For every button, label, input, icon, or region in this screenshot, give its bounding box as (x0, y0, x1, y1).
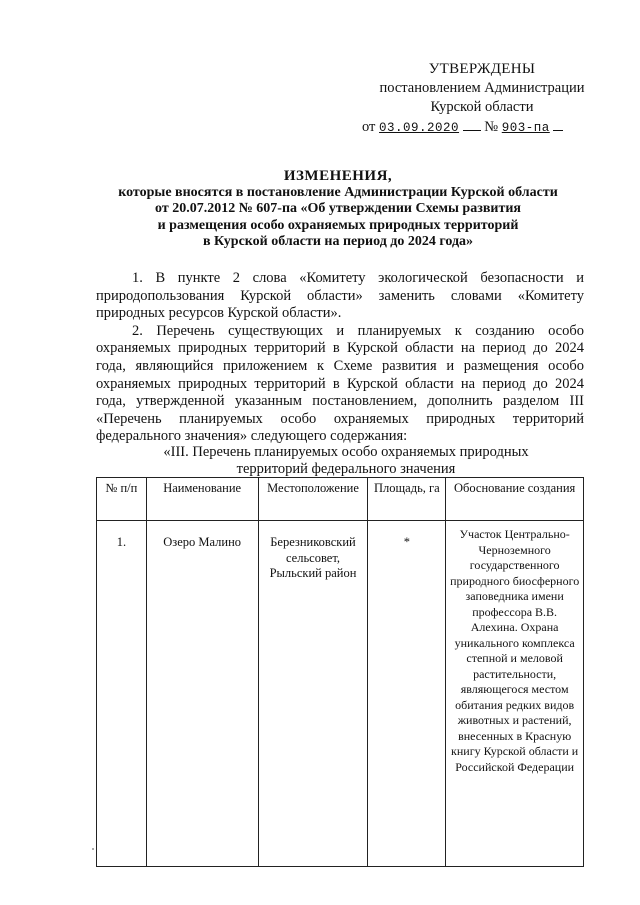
approval-line-1: постановлением Администрации (379, 80, 585, 96)
body-text (96, 270, 584, 446)
document-heading (98, 168, 578, 251)
paragraph-2: 2. Перечень существующих и планируемых к созданию особо охраняемых природных территорий в Курской области на период до 2024 года, являющийся приложением к Схеме развития и размещения особо охраняемых природных территорий в Курской области на период до 2024 года, утвержденной указанным постановлением, дополнить разделом III «Перечень планируемых особо охраняемых природных территорий федерального значения» следующего содержания: (96, 322, 584, 445)
approval-line-2: Курской области (430, 99, 534, 115)
paragraph-1: 1. В пункте 2 слова «Комитету экологической безопасности и природопользования Курской области» заменить словами «Комитету природных ресурсов Курской области». (96, 270, 584, 322)
date-underline (463, 117, 481, 131)
territories-table (96, 477, 584, 867)
header-name: Наименование (146, 478, 258, 521)
table-caption (136, 444, 556, 477)
cell-justification: Участок Центрально-Черноземного государственного природного биосферного заповедника имени профессора В.В. Алехина. Охрана уникального комплекса степной и меловой растительности, являющегося местом обитания редких видов животных и растений, внесенных в Красную книгу Курской области и Российской Федерации (446, 521, 584, 867)
cell-name: Озеро Малино (146, 521, 258, 867)
table-row (97, 521, 584, 867)
approval-date: 03.09.2020 (379, 121, 460, 135)
approval-title: УТВЕРЖДЕНЫ (428, 61, 536, 77)
approval-number: 903-па (501, 121, 550, 135)
cell-area: * (368, 521, 446, 867)
approval-date-line (362, 117, 602, 138)
table-caption-line-2: территорий федерального значения (236, 460, 456, 477)
header-justification: Обоснование создания (446, 478, 584, 521)
header-num: № п/п (97, 478, 147, 521)
table-caption-line-1: «III. Перечень планируемых особо охраняемых природных (163, 444, 529, 460)
heading-line-1: которые вносятся в постановление Администрации Курской области (118, 184, 558, 200)
heading-line-3: и размещения особо охраняемых природных территорий (157, 217, 519, 233)
cell-num: 1. (97, 521, 147, 867)
number-underline (553, 117, 563, 131)
heading-line-2: от 20.07.2012 № 607-па «Об утверждении Схемы развития (155, 201, 521, 216)
header-location: Местоположение (258, 478, 368, 521)
number-prefix: № (484, 119, 499, 135)
scan-speck (92, 848, 94, 850)
header-area: Площадь, га (368, 478, 446, 521)
heading-line-4: в Курской области на период до 2024 года» (202, 234, 474, 249)
table-header-row (97, 478, 584, 521)
approval-block (362, 60, 602, 138)
date-prefix: от (362, 119, 376, 135)
heading-title: ИЗМЕНЕНИЯ, (283, 168, 393, 184)
cell-location: Березниковский сельсовет, Рыльский район (258, 521, 368, 867)
